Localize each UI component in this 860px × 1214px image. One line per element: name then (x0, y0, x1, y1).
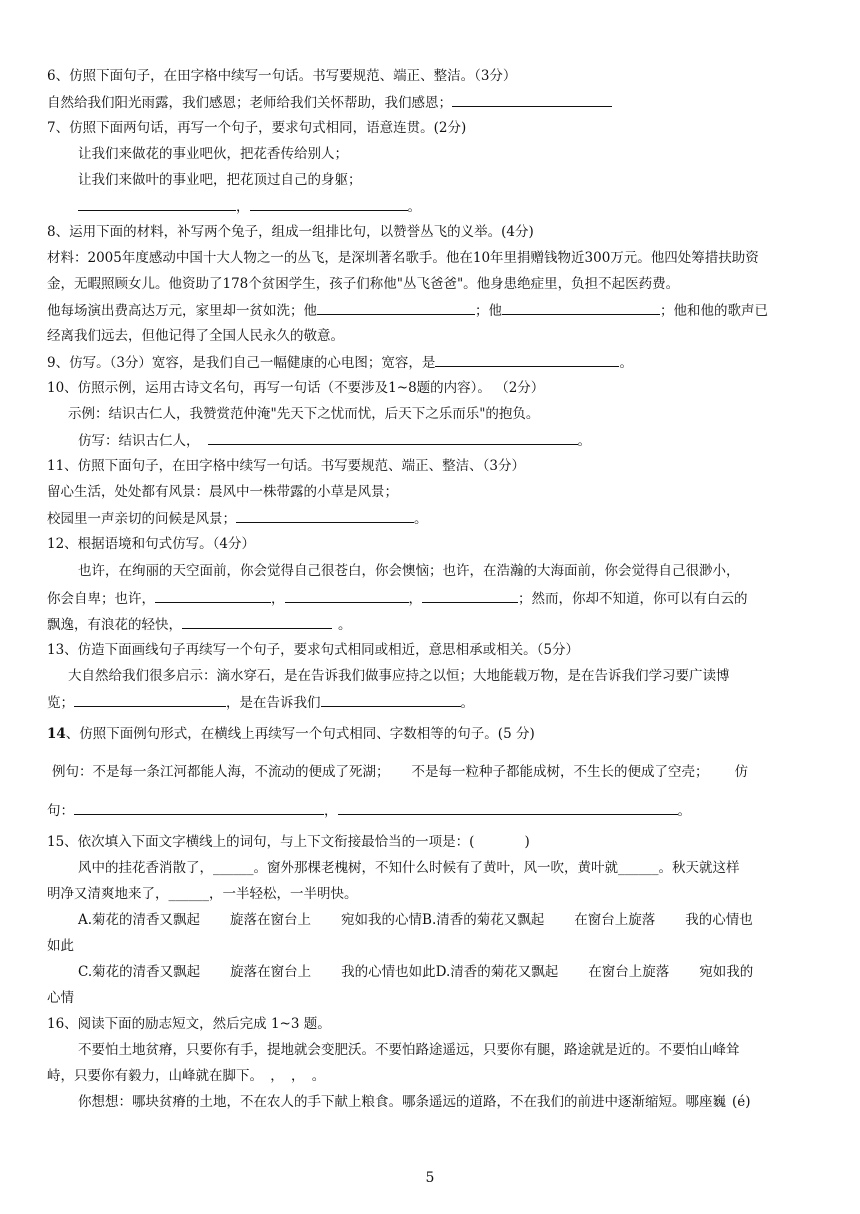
answer-blank[interactable] (321, 692, 461, 707)
q15-text-1: 风中的挂花香消散了，______。窗外那棵老槐树，不知什么时候有了黄叶，风一吹，黄叶就______。秋天就这样 (78, 860, 740, 876)
answer-blank[interactable] (317, 300, 475, 315)
answer-blank[interactable] (285, 588, 409, 603)
answer-blank[interactable] (435, 352, 619, 367)
q11-text: 留心生活，处处都有风景：晨风中一株带露的小草是风景； (47, 484, 398, 500)
q14-example: 例句：不是每一条江河都能人海，不流动的便成了死湖； 不是每一粒种子都能成树，不生长的便成了空壳； 仿 (52, 764, 748, 780)
q9-line: 9、仿写。（3分）宽容，是我们自己一幅健康的心电图；宽容，是 。 (0, 352, 860, 373)
q6-title: 6、仿照下面句子，在田字格中续写一句话。书写要规范、端正、整洁。（3分） (47, 68, 517, 84)
q8-material-1: 材料：2005年度感动中国十大人物之一的丛飞，是深圳著名歌手。他在10年里捐赠钱物近300万元。他四处筹措扶助资 (47, 250, 759, 266)
q15-option-cd-end: 心情 (47, 990, 74, 1006)
q12-text-1: 也许，在绚丽的天空面前，你会觉得自己很苍白，你会懊恼；也许，在浩瀚的大海面前，你会觉得自己很渺小， (78, 563, 740, 579)
q12-answer-line: 你会自卑；也许， ， ， ；然而，你却不知道，你可以有白云的 (0, 588, 860, 609)
q8-material-2: 金，无暇照顾女儿。他资助了178个贫困学生，孩子们称他"丛飞爸爸"。他身患绝症里，负担不起医药费。 (47, 276, 680, 292)
q13-title: 13、仿造下面画线句子再续写一个句子，要求句式相同或相近，意思相承或相关。（5分） (47, 642, 580, 658)
q15-title: 15、依次填入下面文字横线上的词句，与上下文衔接最恰当的一项是：( ) (47, 834, 530, 850)
q8-answer-line: 他每场演出费高达万元，家里却一贫如洗；他 ；他 ；他和他的歌声已 (0, 300, 860, 321)
q15-text-2: 明净又清爽地来了，______，一半轻松，一半明快。 (47, 886, 358, 902)
q16-passage-1: 不要怕土地贫瘠，只要你有手，提地就会变肥沃。不要怕路途遥远，只要你有腿，路途就是近的。不要怕山峰耸 (78, 1042, 740, 1058)
answer-blank[interactable] (208, 430, 578, 445)
q8-text-end: 经离我们远去，但他记得了全国人民永久的敬意。 (47, 328, 344, 344)
answer-blank[interactable] (78, 196, 236, 211)
q15-option-ab: A.菊花的清香又飘起 旋落在窗台上 宛如我的心情B.清香的菊花又飘起 在窗台上旋落 我的心情也 (78, 912, 753, 928)
answer-blank[interactable] (236, 508, 414, 523)
q6-text: 自然给我们阳光雨露，我们感恩；老师给我们关怀帮助，我们感恩； (0, 92, 860, 113)
q11-answer-line: 校园里一声亲切的问候是风景； 。 (0, 508, 860, 529)
q16-passage-3: 你想想：哪块贫瘠的土地，不在农人的手下献上粮食。哪条遥远的道路，不在我们的前进中逐渐缩短。哪座巍 (é) (78, 1094, 751, 1110)
q14-answer-line: 句： ， 。 (0, 800, 860, 821)
answer-blank[interactable] (74, 692, 226, 707)
q11-title: 11、仿照下面句子，在田字格中续写一句话。书写要规范、端正、整洁、（3分） (47, 458, 526, 474)
page-number: 5 (425, 1170, 435, 1186)
answer-blank[interactable] (422, 588, 518, 603)
q10-title: 10、仿照示例，运用古诗文名句，再写一句话（不要涉及1~8题的内容）。 （2分） (47, 380, 545, 396)
q13-answer-line: 览； ，是在告诉我们 。 (0, 692, 860, 713)
q7-answer-line: ， 。 (0, 196, 860, 217)
q10-answer-line: 仿写：结识古仁人， 。 (0, 430, 860, 451)
q10-example: 示例：结识古仁人，我赞赏范仲淹"先天下之忧而忧，后天下之乐而乐"的抱负。 (68, 406, 540, 422)
q13-text: 大自然给我们很多启示：滴水穿石，是在告诉我们做事应持之以恒；大地能载万物，是在告诉我们学习要广读博 (68, 668, 730, 684)
q12-title: 12、根据语境和句式仿写。（4分） (47, 536, 256, 552)
q16-title: 16、阅读下面的励志短文，然后完成 1~3 题。 (47, 1016, 331, 1032)
answer-blank[interactable] (502, 300, 660, 315)
q7-example-2: 让我们来做叶的事业吧，把花顶过自己的身躯； (78, 172, 362, 188)
answer-blank[interactable] (155, 588, 271, 603)
answer-blank[interactable] (338, 800, 678, 815)
answer-blank[interactable] (452, 92, 612, 107)
q8-title: 8、运用下面的材料，补写两个兔子，组成一组排比句，以赞誉丛飞的义举。(4分) (47, 224, 534, 240)
q7-example-1: 让我们来做花的事业吧伙，把花香传给别人； (78, 146, 348, 162)
q14-title: 14、仿照下面例句形式，在横线上再续写一个句式相同、字数相等的句子。(5 分) (47, 726, 535, 742)
q12-text-end: 飘逸，有浪花的轻快， 。 (0, 614, 860, 635)
answer-blank[interactable] (182, 614, 332, 629)
answer-blank[interactable] (250, 196, 408, 211)
q15-option-cd: C.菊花的清香又飘起 旋落在窗台上 我的心情也如此D.清香的菊花又飘起 在窗台上旋落 宛如我的 (78, 964, 754, 980)
q16-passage-2: 峙，只要你有毅力，山峰就在脚下。 ， ， 。 (47, 1068, 326, 1084)
answer-blank[interactable] (74, 800, 324, 815)
q15-option-ab-end: 如此 (47, 938, 74, 954)
q7-title: 7、仿照下面两句话，再写一个句子，要求句式相同，语意连贯。(2分) (47, 120, 467, 136)
